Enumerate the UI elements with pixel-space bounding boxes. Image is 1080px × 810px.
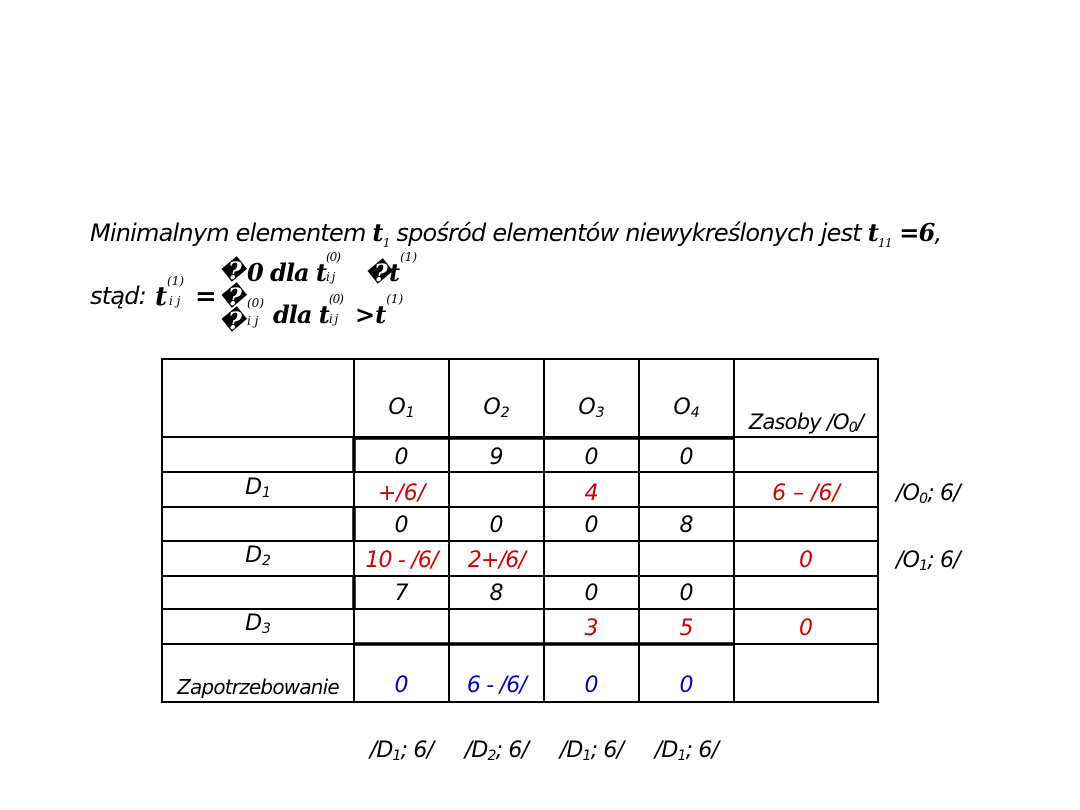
t1-symbol: $t_1$ [372, 218, 390, 250]
intro-text-before: Minimalnym elementem [90, 219, 366, 247]
side-note-d1: $/O_0$; 6/ [896, 481, 960, 507]
stad-label: stąd: [90, 282, 146, 310]
formula-case1: 0 dla t (0) i j [247, 250, 340, 287]
side-note-d2: $/O_1$; 6/ [896, 548, 960, 574]
header-zasoby: Zasoby $/O_0/$ [748, 410, 864, 436]
zasoby-d2: 0 [799, 548, 813, 573]
cost-cell: 0 [584, 513, 599, 538]
piecewise-formula: t (1) i j = � � � 0 dla t (0) i j � t (1) (0) i j dla t (0) i j >t (1) [155, 250, 418, 335]
formula-case1-brace: � [365, 258, 392, 287]
cost-cell: 0 [584, 445, 599, 470]
cost-cell: 9 [489, 445, 504, 470]
header-o1: $O_1$ [388, 395, 415, 421]
zasoby-d1: 6 – /6/ [772, 481, 840, 506]
allocation-cell: +/6/ [377, 481, 426, 506]
row-label-zapotrzebowanie: Zapotrzebowanie [177, 675, 339, 699]
formula-case2: dla t (0) i j [273, 292, 343, 329]
formula-case2-rel: >t (1) [355, 292, 404, 329]
footer-note-o4: $/D_1$; 6/ [654, 738, 719, 764]
cost-cell: 0 [394, 445, 409, 470]
allocation-cell: 3 [584, 616, 599, 641]
cost-cell: 7 [394, 581, 409, 606]
footer-note-o3: $/D_1$; 6/ [559, 738, 624, 764]
cost-cell: 0 [489, 513, 504, 538]
row-label-d2: $D_2$ [245, 543, 271, 569]
brace-bottom: � [219, 306, 246, 335]
cost-cell: 0 [394, 513, 409, 538]
footer-note-o1: $/D_1$; 6/ [369, 738, 434, 764]
demand-cell: 0 [679, 673, 694, 698]
cost-cell: 0 [679, 445, 694, 470]
allocation-cell: 4 [584, 481, 599, 506]
demand-cell: 6 - /6/ [466, 673, 527, 698]
formula-case1-rel: t (1) [389, 250, 418, 287]
formula-lhs: t (1) i j [155, 274, 185, 312]
t11-symbol: $t_{11} =6$ [867, 218, 935, 250]
header-o3: $O_3$ [578, 395, 605, 421]
cost-cell: 0 [584, 581, 599, 606]
brace-top: � [219, 256, 245, 285]
header-o2: $O_2$ [483, 395, 510, 421]
cost-cell: 8 [679, 513, 694, 538]
row-label-d1: $D_1$ [245, 475, 271, 501]
zasoby-d3: 0 [799, 616, 813, 641]
header-o4: $O_4$ [673, 395, 700, 421]
demand-cell: 0 [394, 673, 409, 698]
intro-sentence: Minimalnym elementem $t_1$ spośród elementów niewykreślonych jest $t_{11} =6$, [90, 218, 942, 250]
footer-note-o2: $/D_2$; 6/ [464, 738, 529, 764]
allocation-cell: 2+/6/ [467, 548, 526, 573]
row-label-d3: $D_3$ [245, 611, 271, 637]
cost-cell: 0 [679, 581, 694, 606]
allocation-cell: 10 - /6/ [365, 548, 438, 573]
demand-cell: 0 [584, 673, 599, 698]
formula-equals: = [195, 282, 217, 312]
cost-cell: 8 [489, 581, 504, 606]
brace-middle: � [219, 282, 246, 311]
intro-text-middle: spośród elementów niewykreślonych jest [396, 219, 861, 247]
allocation-cell: 5 [679, 616, 694, 641]
